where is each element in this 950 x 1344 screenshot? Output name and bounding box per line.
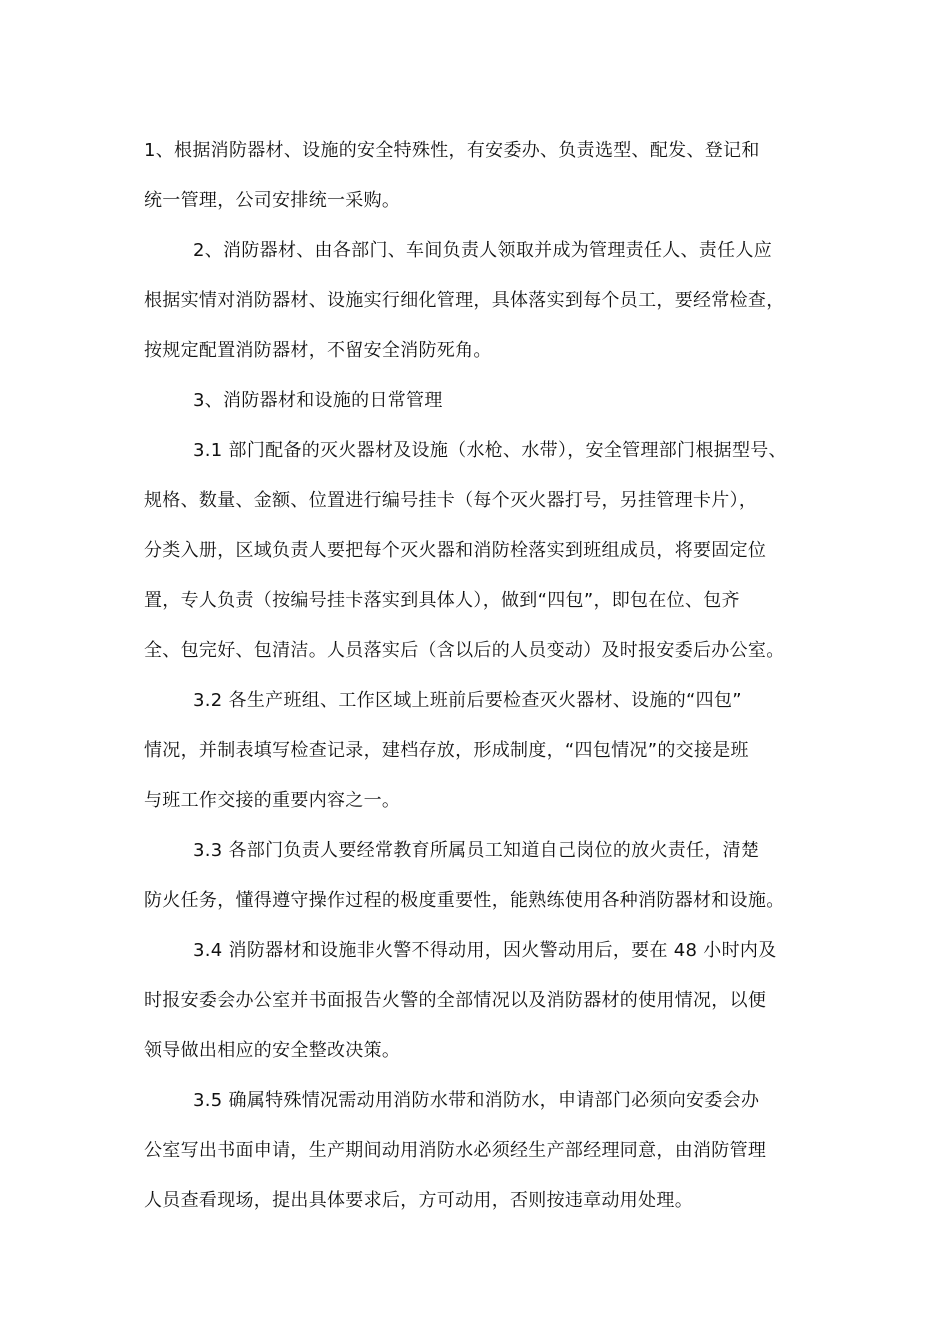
text-line: 时报安委会办公室并书面报告火警的全部情况以及消防器材的使用情况，以便 <box>144 990 767 1011</box>
text-line: 3.2 各生产班组、工作区域上班前后要检查灭火器材、设施的“四包” <box>193 690 742 711</box>
text-line: 1、根据消防器材、设施的安全特殊性，有安委办、负责选型、配发、登记和 <box>144 140 760 161</box>
text-line: 全、包完好、包清洁。人员落实后（含以后的人员变动）及时报安委后办公室。 <box>144 640 785 661</box>
text-line: 人员查看现场，提出具体要求后，方可动用，否则按违章动用处理。 <box>144 1190 693 1211</box>
text-line: 3.4 消防器材和设施非火警不得动用，因火警动用后，要在 48 小时内及 <box>193 940 777 961</box>
text-line: 分类入册，区域负责人要把每个灭火器和消防栓落实到班组成员，将要固定位 <box>144 540 767 561</box>
text-line: 规格、数量、金额、位置进行编号挂卡（每个灭火器打号，另挂管理卡片）， <box>144 490 758 511</box>
text-line: 按规定配置消防器材，不留安全消防死角。 <box>144 340 492 361</box>
text-line: 2、消防器材、由各部门、车间负责人领取并成为管理责任人、责任人应 <box>193 240 773 261</box>
text-line: 3.5 确属特殊情况需动用消防水带和消防水，申请部门必须向安委会办 <box>193 1090 760 1111</box>
text-line: 根据实情对消防器材、设施实行细化管理，具体落实到每个员工，要经常检查， <box>144 290 785 311</box>
text-line: 与班工作交接的重要内容之一。 <box>144 790 401 811</box>
text-line: 领导做出相应的安全整改决策。 <box>144 1040 401 1061</box>
text-line: 公室写出书面申请，生产期间动用消防水必须经生产部经理同意，由消防管理 <box>144 1140 767 1161</box>
text-line: 3.3 各部门负责人要经常教育所属员工知道自己岗位的放火责任，清楚 <box>193 840 760 861</box>
text-line: 置，专人负责（按编号挂卡落实到具体人），做到“四包”，即包在位、包齐 <box>144 590 740 611</box>
text-line: 情况，并制表填写检查记录，建档存放，形成制度，“四包情况”的交接是班 <box>144 740 749 761</box>
text-line: 防火任务，懂得遵守操作过程的极度重要性，能熟练使用各种消防器材和设施。 <box>144 890 785 911</box>
text-line: 统一管理，公司安排统一采购。 <box>144 190 401 211</box>
section-heading: 3、消防器材和设施的日常管理 <box>193 390 443 411</box>
text-line: 3.1 部门配备的灭火器材及设施（水枪、水带），安全管理部门根据型号、 <box>193 440 787 461</box>
